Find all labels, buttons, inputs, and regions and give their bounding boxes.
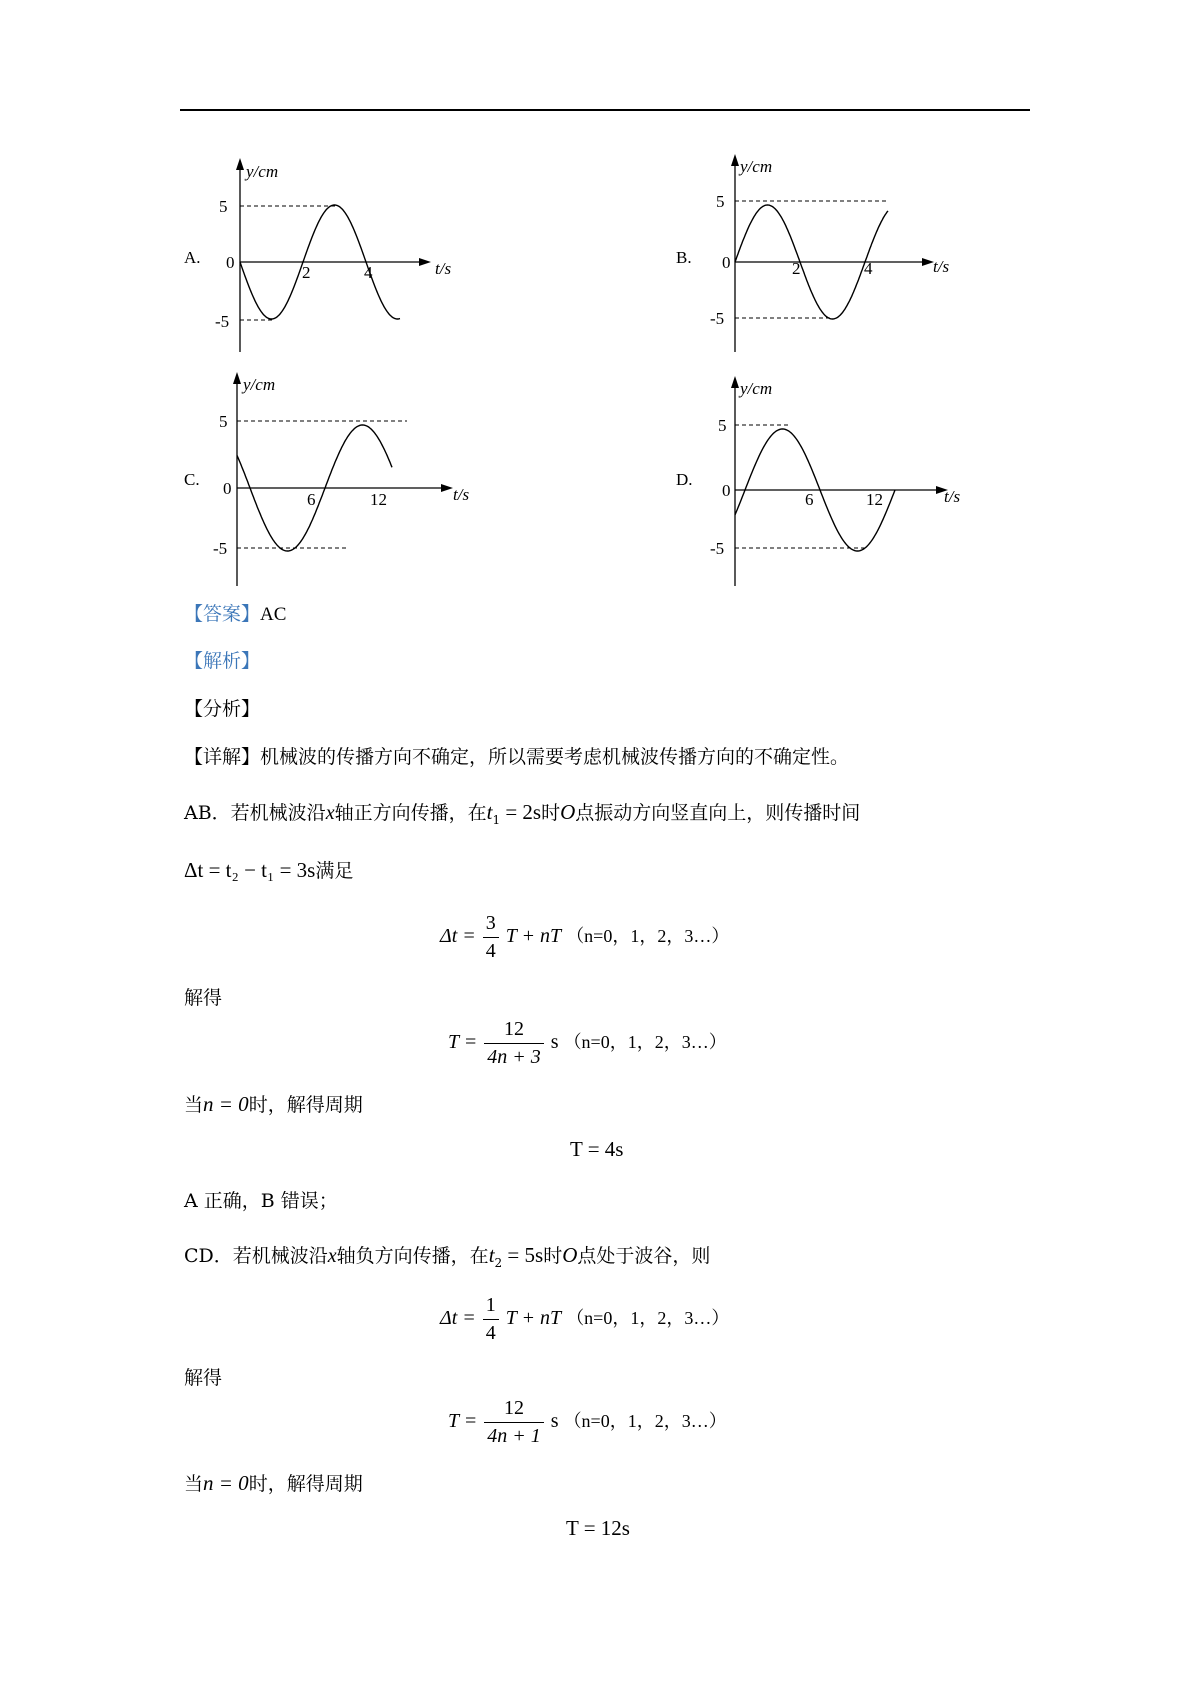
ab-x: x <box>325 802 335 824</box>
ab-sub1: 1 <box>492 812 501 827</box>
ab-f2-frac <box>484 1018 544 1069</box>
ab-satisfy: 满足 <box>315 860 354 882</box>
option-c-letter: C. <box>184 470 200 489</box>
cd-prefix: CD．若机械波沿 <box>184 1245 328 1267</box>
cd-line-1 <box>184 1242 710 1276</box>
graph-a-ytick-zero: 0 <box>226 253 235 272</box>
answer-line <box>184 601 286 628</box>
graph-b-xtick-2: 4 <box>864 259 873 278</box>
detail-text: 机械波的传播方向不确定，所以需要考虑机械波传播方向的不确定性。 <box>260 746 850 768</box>
graph-c-xtick-2: 12 <box>370 490 387 509</box>
cd-n-eq: n = 0 <box>203 1471 249 1495</box>
ab-n-eq: n = 0 <box>203 1092 249 1116</box>
graph-a-ylabel: y/cm <box>246 162 279 181</box>
ab-f2-unit: s <box>550 1031 559 1054</box>
graph-c-ytick-top: 5 <box>219 412 228 431</box>
graph-b-xtick-1: 2 <box>792 259 801 278</box>
cd-o: O <box>562 1243 578 1267</box>
detail-label: 【详解】 <box>184 746 261 768</box>
graph-d-xtick-2: 12 <box>866 490 883 509</box>
cd-when: 当 <box>184 1473 204 1495</box>
option-d-letter: D. <box>676 470 693 489</box>
ab-f1-rhs: T + nT <box>505 925 562 948</box>
cd-end: 点处于波谷，则 <box>577 1245 711 1267</box>
cd-f1-den: 4 <box>485 1322 496 1344</box>
graph-a-ytick-bottom: -5 <box>215 312 230 331</box>
ab-f1-num: 3 <box>483 912 499 938</box>
option-b-letter: B. <box>676 248 692 267</box>
cd-f1-cond: （n=0，1，2，3…） <box>566 1308 730 1329</box>
ab-f1-lhs: Δt = <box>440 925 476 948</box>
option-a-letter: A. <box>184 248 201 267</box>
ab-delta-eq: Δt = t₂ − t₁ = 3s <box>184 858 316 882</box>
answer-label: 【答案】 <box>184 603 261 625</box>
ab-eq-2s: = 2s <box>500 800 542 824</box>
cd-f2-frac <box>484 1397 544 1448</box>
cd-f2-unit: s <box>550 1410 559 1433</box>
cd-f2-num: 12 <box>484 1397 544 1423</box>
cd-t: t <box>488 1243 495 1267</box>
ab-o: O <box>560 800 576 824</box>
ab-result: T = 4s <box>570 1137 624 1161</box>
graph-d-xlabel: t/s <box>944 487 961 506</box>
ab-f2-den: 4n + 3 <box>487 1046 541 1068</box>
graph-d-ytick-zero: 0 <box>722 481 731 500</box>
cd-when-line <box>184 1470 363 1497</box>
ab-line-2 <box>184 857 353 884</box>
ab-f2-lhs: T = <box>448 1031 478 1054</box>
ab-line-1 <box>184 799 860 833</box>
ab-when: 当 <box>184 1094 204 1116</box>
cd-f1-num: 1 <box>483 1294 499 1320</box>
cd-formula-1 <box>440 1294 729 1345</box>
svg-text:y/cm <box>738 379 772 398</box>
cd-shi: 时 <box>543 1245 563 1267</box>
cd-f2-den: 4n + 1 <box>487 1425 541 1447</box>
ab-prefix: AB．若机械波沿 <box>184 802 326 824</box>
graph-c-xlabel: t/s <box>453 485 470 504</box>
ab-formula-2 <box>448 1018 727 1069</box>
ab-t: t <box>486 800 493 824</box>
graph-d-ylabel: y/cm <box>740 379 773 398</box>
graph-d-ytick-bottom: -5 <box>710 539 725 558</box>
ab-f1-cond: （n=0，1，2，3…） <box>566 926 730 947</box>
graph-a-xtick-1: 2 <box>302 263 311 282</box>
ab-f1-frac <box>483 912 499 963</box>
cd-f1-frac <box>483 1294 499 1345</box>
ab-mid: 轴正方向传播，在 <box>334 802 487 824</box>
graph-b-ytick-zero: 0 <box>722 253 731 272</box>
ab-when-end: 时，解得周期 <box>248 1094 363 1116</box>
ab-f2-num: 12 <box>484 1018 544 1044</box>
graph-b-xlabel: t/s <box>933 257 950 276</box>
ab-f2-cond: （n=0，1，2，3…） <box>563 1032 727 1053</box>
ab-jiede: 解得 <box>184 987 223 1009</box>
graph-d-ytick-top: 5 <box>718 416 727 435</box>
cd-eq-5s: = 5s <box>502 1243 544 1267</box>
cd-formula-2 <box>448 1397 727 1448</box>
detail-line <box>184 744 849 770</box>
ab-formula-1 <box>440 912 729 963</box>
analysis-label: 【解析】 <box>184 650 261 672</box>
cd-mid: 轴负方向传播，在 <box>336 1245 489 1267</box>
cd-when-end: 时，解得周期 <box>248 1473 363 1495</box>
graph-b-ytick-bottom: -5 <box>710 309 725 328</box>
ab-when-line <box>184 1091 363 1118</box>
graph-c-ylabel: y/cm <box>243 375 276 394</box>
ab-conclusion: A 正确，B 错误； <box>184 1190 338 1212</box>
answer-value: AC <box>260 604 287 625</box>
cd-f1-lhs: Δt = <box>440 1307 476 1330</box>
ab-shi: 时 <box>541 802 561 824</box>
graph-b-ylabel: y/cm <box>740 157 773 176</box>
cd-f2-cond: （n=0，1，2，3…） <box>563 1411 727 1432</box>
graph-d-xtick-1: 6 <box>805 490 814 509</box>
cd-sub2: 2 <box>494 1255 503 1270</box>
graph-c-xtick-1: 6 <box>307 490 316 509</box>
graph-a-ytick-top: 5 <box>219 197 228 216</box>
cd-f1-rhs: T + nT <box>505 1307 562 1330</box>
graph-c-ytick-bottom: -5 <box>213 539 228 558</box>
cd-f2-lhs: T = <box>448 1410 478 1433</box>
graph-b-ytick-top: 5 <box>716 192 725 211</box>
ab-f1-den: 4 <box>485 940 496 962</box>
cd-result: T = 12s <box>566 1516 630 1540</box>
fenxi-label: 【分析】 <box>184 698 261 720</box>
graph-a-xlabel: t/s <box>435 259 452 278</box>
graph-a-xtick-2: 4 <box>364 263 373 282</box>
graph-c-ytick-zero: 0 <box>223 479 232 498</box>
cd-jiede: 解得 <box>184 1367 223 1389</box>
ab-end: 点振动方向竖直向上，则传播时间 <box>575 802 861 824</box>
cd-x: x <box>327 1245 337 1267</box>
